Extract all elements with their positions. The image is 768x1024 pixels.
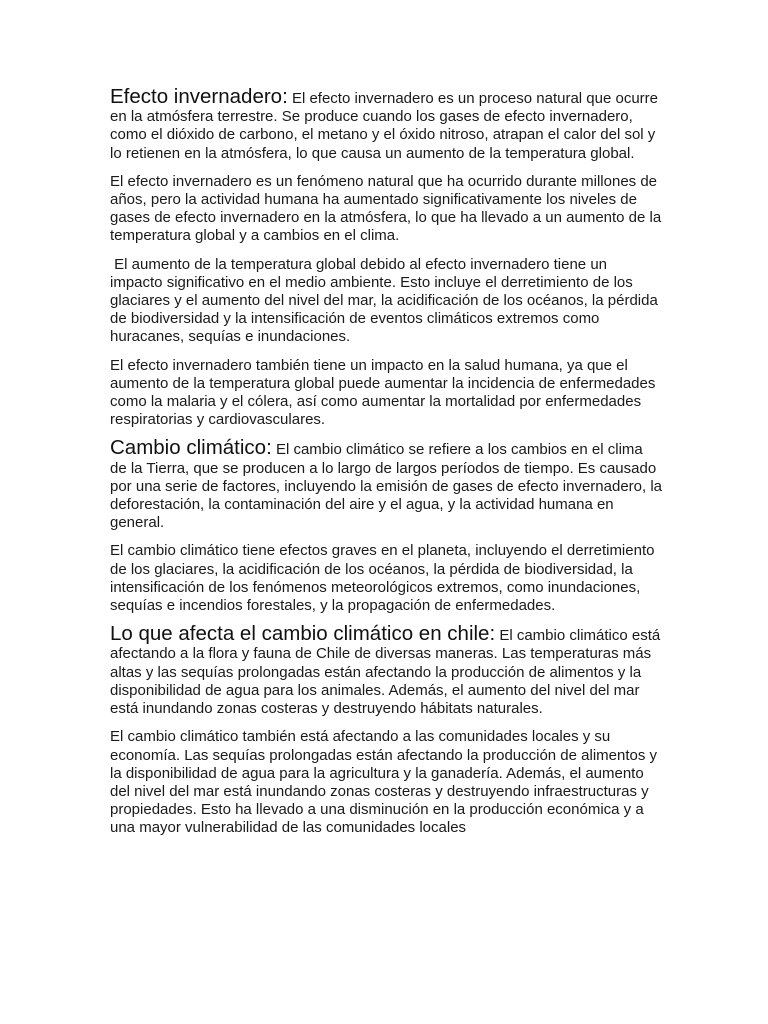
section-heading: Efecto invernadero:	[110, 85, 288, 108]
section-chile-intro	[110, 622, 662, 718]
section-heading: Lo que afecta el cambio climático en chile:	[110, 622, 496, 646]
paragraph: El cambio climático también está afectando a las comunidades locales y su economía. Las sequías prolongadas están afectando la producción de alimentos y la disponibilidad de agua para la agricultura y la ganadería. Además, el aumento del nivel del mar está inundando zonas costeras y destruyendo infraestructuras y propiedades. Esto ha llevado a una disminución en la producción económica y a una mayor vulnerabilidad de las comunidades locales	[110, 728, 658, 837]
paragraph: El aumento de la temperatura global debido al efecto invernadero tiene un impacto significativo en el medio ambiente. Esto incluye el derretimiento de los glaciares y el aumento del nivel del mar, la acidificación de los océanos, la pérdida de biodiversidad y la intensificación de eventos climáticos extremos como huracanes, sequías e inundaciones.	[110, 255, 662, 346]
paragraph: El cambio climático tiene efectos graves en el planeta, incluyendo el derretimiento de los glaciares, la acidificación de los océanos, la pérdida de biodiversidad, la intensificación de los fenómenos meteorológicos extremos, como inundaciones, sequías e incendios forestales, y la propagación de enfermedades.	[110, 542, 655, 615]
section-heading: Cambio climático:	[110, 436, 272, 460]
section-efecto-invernadero-intro	[110, 85, 662, 163]
paragraph: El efecto invernadero también tiene un impacto en la salud humana, ya que el aumento de la temperatura global puede aumentar la incidencia de enfermedades como la malaria y el cólera, así como aumentar la mortalidad por enfermedades respiratorias y cardiovasculares.	[110, 356, 656, 429]
section-intro-text: El cambio climático está afectando a la flora y fauna de Chile de diversas maneras. Las temperaturas más altas y las sequías prolongadas están afectando la producción de alimentos y la disponibilidad de agua para los animales. Además, el aumento del nivel del mar está inundando zonas costeras y destruyendo hábitats naturales.	[110, 627, 661, 718]
section-cambio-climatico-intro	[110, 436, 663, 532]
document-page	[110, 85, 663, 848]
section-intro-text: El efecto invernadero es un proceso natural que ocurre en la atmósfera terrestre. Se produce cuando los gases de efecto invernadero, como el dióxido de carbono, el metano y el óxido nitroso, atrapan el calor del sol y lo retienen en la atmósfera, lo que causa un aumento de la temperatura global.	[110, 90, 659, 162]
section-intro-text: El cambio climático se refiere a los cambios en el clima de la Tierra, que se producen a lo largo de largos períodos de tiempo. Es causado por una serie de factores, incluyendo la emisión de gases de efecto invernadero, la deforestación, la contaminación del aire y el agua, y la actividad humana en general.	[110, 441, 663, 532]
paragraph: El efecto invernadero es un fenómeno natural que ha ocurrido durante millones de años, pero la actividad humana ha aumentado significativamente los niveles de gases de efecto invernadero en la atmósfera, lo que ha llevado a un aumento de la temperatura global y a cambios en el clima.	[110, 172, 662, 245]
